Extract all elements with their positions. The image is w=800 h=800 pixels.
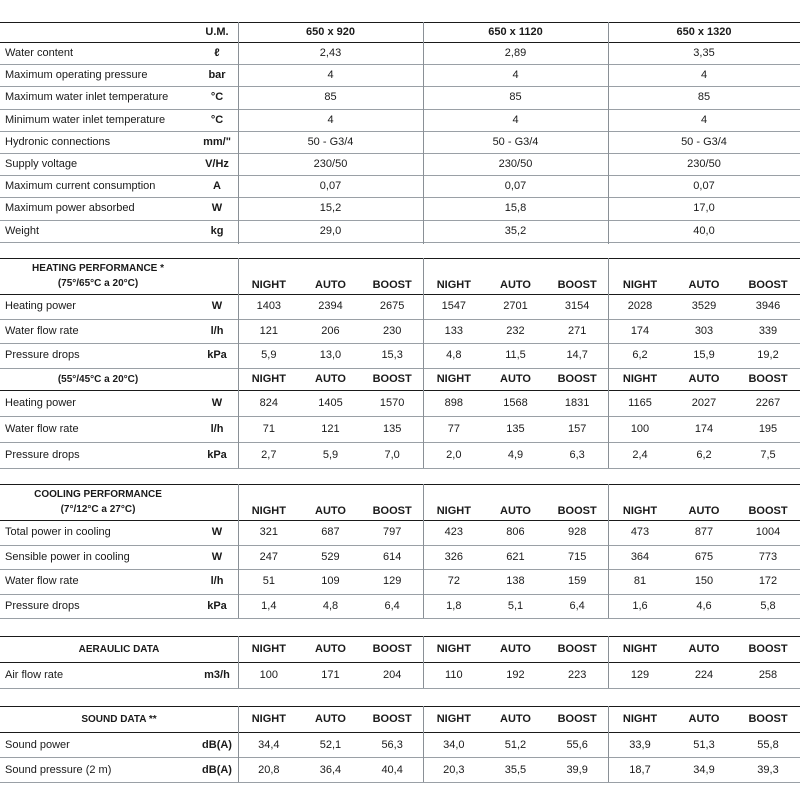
heating-value-cell: 1165 (628, 397, 652, 409)
general-value-cell: 50 - G3/4 (307, 135, 354, 148)
general-row (0, 153, 800, 175)
general-value-cell: 4 (327, 113, 334, 126)
sound-value-cell: 20,3 (443, 763, 465, 776)
heating-mode-header: NIGHT (622, 279, 658, 291)
cooling-value-cell: 806 (506, 526, 525, 539)
heating-row (0, 442, 800, 468)
cooling-value-cell: 159 (567, 575, 587, 588)
aeraulic-mode-header: NIGHT (622, 643, 658, 655)
sound-row-unit: dB(A) (202, 738, 232, 751)
heating-value-cell: 303 (694, 324, 714, 337)
heating-value-cell: 3154 (564, 300, 590, 313)
heating-value-cell: 230 (382, 324, 402, 337)
general-row-label: Maximum power absorbed (5, 202, 135, 215)
heating-value-cell: 6,2 (696, 449, 712, 461)
heating-value-cell: 19,2 (757, 349, 779, 362)
cooling-mode-header: NIGHT (436, 505, 471, 517)
general-row-label: Hydronic connections (5, 135, 111, 148)
general-value-cell: 4 (700, 113, 708, 126)
heating-value-cell: 7,0 (384, 449, 400, 461)
sound-value-cell: 34,4 (258, 738, 280, 751)
heating-value-cell: 1568 (503, 397, 528, 409)
aeraulic-mode-header: AUTO (500, 643, 531, 655)
heating-row (0, 343, 800, 368)
general-value-cell: 15,8 (504, 202, 527, 215)
general-row-unit: W (211, 202, 223, 215)
sound-row (0, 757, 800, 782)
general-row-label: Maximum water inlet temperature (5, 91, 169, 104)
cooling-mode-header: BOOST (372, 505, 412, 517)
cooling-value-cell: 621 (506, 550, 525, 563)
general-value-cell: 50 - G3/4 (681, 135, 727, 148)
sound-row-label: Sound power (5, 738, 70, 751)
cooling-row-unit: W (211, 526, 223, 539)
heating-value-cell: 3529 (691, 300, 717, 313)
general-row-unit: ℓ (214, 47, 220, 60)
sound-mode-header: AUTO (315, 713, 346, 725)
cooling-row-unit: W (211, 550, 223, 563)
cooling-row-label: Sensible power in cooling (5, 550, 130, 563)
cooling-value-cell: 877 (694, 526, 714, 539)
sound-value-cell: 52,1 (319, 738, 342, 751)
general-value-cell: 4 (512, 69, 519, 82)
cooling-value-cell: 321 (259, 526, 278, 539)
sound-value-cell: 34,0 (443, 738, 465, 751)
cooling-value-cell: 5,1 (507, 599, 524, 612)
heating-value-cell: 6,3 (569, 449, 585, 461)
heating-mode-header: NIGHT (436, 373, 471, 385)
heating-value-cell: 135 (382, 423, 402, 435)
heating-mode-header: NIGHT (436, 279, 471, 291)
sound-value-cell: 34,9 (693, 763, 715, 776)
aeraulic-value-cell: 100 (259, 669, 278, 681)
sound-mode-row (0, 706, 800, 732)
heating-row-unit: l/h (210, 324, 224, 337)
cooling-value-cell: 6,4 (384, 599, 400, 612)
heating-value-cell: 133 (444, 324, 463, 337)
cooling-value-cell: 5,8 (760, 599, 776, 612)
heating-mode-header: BOOST (748, 373, 788, 385)
heating-row-unit: W (211, 300, 223, 313)
cooling-row (0, 545, 800, 570)
cooling-value-cell: 1,8 (446, 599, 462, 612)
sound-value-cell: 33,9 (629, 738, 651, 751)
cooling-mode-header: BOOST (748, 505, 788, 517)
general-value-cell: 29,0 (319, 224, 342, 237)
general-value-cell: 4 (512, 113, 519, 126)
cooling-value-cell: 715 (567, 550, 587, 563)
aeraulic-mode-header: BOOST (372, 643, 412, 655)
general-value-cell: 3,35 (693, 47, 715, 60)
heating-value-cell: 232 (506, 324, 525, 337)
general-value-cell: 40,0 (693, 224, 715, 237)
general-row-unit: V/Hz (205, 158, 229, 171)
heating-value-cell: 2,7 (261, 449, 277, 461)
heating-value-cell: 1547 (441, 300, 467, 313)
heating-title: HEATING PERFORMANCE * (31, 263, 165, 274)
heating-value-cell: 5,9 (261, 349, 277, 362)
sound-value-cell: 35,5 (504, 763, 527, 776)
cooling-value-cell: 928 (567, 526, 587, 539)
heating-value-cell: 3946 (755, 300, 781, 313)
sound-value-cell: 51,3 (693, 738, 715, 751)
aeraulic-row (0, 662, 800, 688)
general-value-cell: 2,43 (319, 47, 342, 60)
heating-mode-header: NIGHT (251, 373, 286, 385)
sound-mode-header: NIGHT (436, 713, 471, 725)
aeraulic-row-label: Air flow rate (5, 669, 64, 681)
heating-row (0, 319, 800, 344)
cooling-condition: (7°/12°C a 27°C) (60, 504, 136, 515)
general-row-label: Supply voltage (5, 158, 78, 171)
heating-value-cell: 271 (567, 324, 587, 337)
sound-mode-header: NIGHT (622, 713, 658, 725)
heating-row-label: Water flow rate (5, 423, 79, 435)
general-row (0, 109, 800, 131)
cooling-value-cell: 129 (382, 575, 402, 588)
heating-value-cell: 339 (758, 324, 778, 337)
general-value-cell: 85 (324, 91, 337, 104)
heating-value-cell: 2394 (318, 300, 343, 313)
model-header-3: 650 x 1320 (676, 26, 732, 38)
heating-value-cell: 14,7 (566, 349, 588, 362)
aeraulic-row-unit: m3/h (204, 669, 230, 681)
aeraulic-value-cell: 224 (694, 669, 714, 681)
aeraulic-value-cell: 223 (567, 669, 587, 681)
general-row-label: Maximum operating pressure (5, 69, 148, 82)
heating-mode-row-2 (0, 368, 800, 390)
cooling-row (0, 594, 800, 619)
heating-value-cell: 195 (758, 423, 778, 435)
sound-row-label: Sound pressure (2 m) (5, 763, 112, 776)
heating-value-cell: 135 (506, 423, 525, 435)
cooling-row (0, 569, 800, 594)
cooling-value-cell: 150 (694, 575, 714, 588)
heating-value-cell: 4,9 (507, 449, 524, 461)
general-row (0, 131, 800, 153)
heating-row-label: Water flow rate (5, 324, 79, 337)
cooling-value-cell: 773 (758, 550, 778, 563)
heating-row (0, 294, 800, 319)
sound-value-cell: 55,8 (757, 738, 779, 751)
heating-mode-row-1 (0, 276, 800, 294)
cooling-value-cell: 675 (694, 550, 714, 563)
heating-value-cell: 1405 (318, 397, 343, 409)
general-value-cell: 50 - G3/4 (492, 135, 539, 148)
heating-value-cell: 121 (321, 423, 340, 435)
general-row (0, 86, 800, 108)
sound-value-cell: 18,7 (629, 763, 651, 776)
general-row-unit: bar (208, 69, 226, 82)
cooling-value-cell: 72 (447, 575, 460, 588)
heating-value-cell: 157 (567, 423, 587, 435)
um-header: U.M. (205, 26, 229, 38)
model-header-1: 650 x 920 (306, 26, 355, 38)
general-row-unit: mm/" (203, 135, 231, 148)
aeraulic-value-cell: 110 (445, 669, 463, 681)
general-row-unit: A (213, 180, 221, 193)
general-value-cell: 0,07 (504, 180, 527, 193)
sound-value-cell: 20,8 (258, 763, 280, 776)
general-value-cell: 230/50 (687, 158, 721, 171)
cooling-value-cell: 687 (321, 526, 340, 539)
heating-condition-1: (75°/65°C a 20°C) (57, 278, 139, 289)
sound-value-cell: 39,9 (566, 763, 588, 776)
heating-value-cell: 1570 (379, 397, 405, 409)
cooling-row-label: Water flow rate (5, 575, 79, 588)
heating-mode-header: BOOST (372, 279, 412, 291)
heating-value-cell: 2,4 (632, 449, 648, 461)
cooling-mode-header: AUTO (688, 505, 720, 517)
heating-row-label: Pressure drops (5, 349, 80, 362)
sound-title: SOUND DATA ** (81, 713, 157, 725)
sound-mode-header: BOOST (748, 713, 788, 725)
cooling-value-cell: 1,4 (261, 599, 277, 612)
heating-row-unit: W (211, 397, 223, 409)
heating-value-cell: 898 (444, 397, 463, 409)
heating-mode-header: AUTO (688, 279, 720, 291)
cooling-value-cell: 6,4 (569, 599, 585, 612)
sound-row-unit: dB(A) (202, 763, 232, 776)
cooling-value-cell: 51 (262, 575, 275, 588)
heating-value-cell: 2267 (755, 397, 781, 409)
heating-value-cell: 2701 (503, 300, 528, 313)
heating-value-cell: 1403 (256, 300, 282, 313)
heating-value-cell: 100 (630, 423, 650, 435)
general-value-cell: 85 (509, 91, 522, 104)
heating-row-unit: kPa (207, 349, 227, 362)
general-row (0, 197, 800, 219)
heating-row-label: Heating power (5, 300, 76, 313)
aeraulic-value-cell: 192 (506, 669, 525, 681)
aeraulic-value-cell: 171 (321, 669, 340, 681)
heating-mode-header: NIGHT (251, 279, 286, 291)
cooling-mode-header: AUTO (500, 505, 531, 517)
aeraulic-mode-row (0, 636, 800, 662)
general-value-cell: 17,0 (693, 202, 715, 215)
heating-mode-header: AUTO (500, 279, 531, 291)
cooling-value-cell: 138 (506, 575, 525, 588)
heating-mode-header: AUTO (315, 373, 346, 385)
general-row-unit: kg (210, 224, 224, 237)
general-row-unit: °C (210, 91, 224, 104)
heating-value-cell: 6,2 (632, 349, 648, 362)
heating-row-label: Pressure drops (5, 449, 80, 461)
general-row-unit: °C (210, 113, 224, 126)
heating-row (0, 416, 800, 442)
general-row (0, 64, 800, 86)
heating-value-cell: 174 (694, 423, 714, 435)
cooling-table (0, 484, 800, 618)
cooling-row-unit: l/h (210, 575, 224, 588)
aeraulic-value-cell: 258 (758, 669, 778, 681)
general-row-label: Water content (5, 47, 74, 60)
heating-row-unit: l/h (210, 423, 224, 435)
heating-value-cell: 71 (262, 423, 275, 435)
general-table (0, 22, 800, 244)
cooling-title: COOLING PERFORMANCE (34, 489, 162, 500)
cooling-value-cell: 172 (758, 575, 778, 588)
heating-mode-header: BOOST (372, 373, 412, 385)
cooling-value-cell: 364 (630, 550, 650, 563)
general-value-cell: 15,2 (319, 202, 342, 215)
sound-mode-header: BOOST (557, 713, 597, 725)
cooling-mode-header: AUTO (315, 505, 346, 517)
heating-value-cell: 206 (321, 324, 340, 337)
heating-mode-header: AUTO (315, 279, 346, 291)
heating-value-cell: 2028 (627, 300, 653, 313)
cooling-value-cell: 326 (444, 550, 463, 563)
heating-mode-header: BOOST (557, 279, 597, 291)
general-value-cell: 0,07 (319, 180, 342, 193)
heating-value-cell: 4,8 (446, 349, 462, 362)
heating-row (0, 390, 800, 416)
aeraulic-title: AERAULIC DATA (78, 643, 160, 655)
heating-mode-header: BOOST (557, 373, 597, 385)
general-value-cell: 230/50 (498, 158, 533, 171)
aeraulic-table (0, 636, 800, 688)
heating-mode-header: AUTO (688, 373, 720, 385)
sound-value-cell: 39,3 (757, 763, 779, 776)
heating-value-cell: 1831 (564, 397, 590, 409)
cooling-value-cell: 247 (259, 550, 278, 563)
general-row-label: Weight (5, 224, 40, 237)
general-header-row (0, 22, 800, 42)
heating-value-cell: 824 (259, 397, 278, 409)
heating-value-cell: 174 (630, 324, 650, 337)
general-row (0, 220, 800, 242)
general-value-cell: 4 (700, 69, 708, 82)
heating-value-cell: 2675 (379, 300, 405, 313)
sound-mode-header: AUTO (688, 713, 720, 725)
sound-value-cell: 36,4 (319, 763, 342, 776)
aeraulic-value-cell: 129 (630, 669, 650, 681)
general-value-cell: 4 (327, 69, 334, 82)
cooling-value-cell: 1,6 (632, 599, 648, 612)
cooling-mode-row (0, 502, 800, 520)
cooling-value-cell: 797 (382, 526, 402, 539)
general-row (0, 42, 800, 64)
cooling-value-cell: 109 (321, 575, 340, 588)
model-header-2: 650 x 1120 (488, 26, 543, 38)
aeraulic-mode-header: NIGHT (251, 643, 286, 655)
heating-row-unit: kPa (207, 449, 227, 461)
heating-value-cell: 77 (447, 423, 460, 435)
general-row-label: Maximum current consumption (5, 180, 156, 193)
cooling-value-cell: 4,6 (696, 599, 712, 612)
cooling-row-unit: kPa (207, 599, 227, 612)
cooling-value-cell: 614 (382, 550, 402, 563)
heating-value-cell: 2,0 (446, 449, 462, 461)
general-row-label: Minimum water inlet temperature (5, 113, 166, 126)
cooling-value-cell: 4,8 (322, 599, 339, 612)
heating-condition-2: (55°/45°C a 20°C) (57, 373, 139, 385)
sound-mode-header: AUTO (500, 713, 531, 725)
cooling-mode-header: NIGHT (622, 505, 658, 517)
general-value-cell: 230/50 (313, 158, 348, 171)
cooling-value-cell: 529 (321, 550, 340, 563)
cooling-row-label: Total power in cooling (5, 526, 111, 539)
heating-table (0, 258, 800, 468)
sound-value-cell: 40,4 (381, 763, 403, 776)
cooling-mode-header: BOOST (557, 505, 597, 517)
aeraulic-mode-header: NIGHT (436, 643, 471, 655)
sound-value-cell: 55,6 (566, 738, 588, 751)
cooling-value-cell: 81 (633, 575, 647, 588)
cooling-value-cell: 423 (444, 526, 463, 539)
sound-value-cell: 56,3 (381, 738, 403, 751)
general-row (0, 175, 800, 197)
sound-row (0, 732, 800, 757)
cooling-row-label: Pressure drops (5, 599, 80, 612)
aeraulic-value-cell: 204 (382, 669, 402, 681)
sound-table (0, 706, 800, 782)
heating-mode-header: AUTO (500, 373, 531, 385)
general-value-cell: 35,2 (504, 224, 527, 237)
sound-value-cell: 51,2 (504, 738, 527, 751)
general-value-cell: 85 (697, 91, 711, 104)
cooling-value-cell: 473 (630, 526, 650, 539)
aeraulic-mode-header: AUTO (315, 643, 346, 655)
heating-value-cell: 5,9 (322, 449, 339, 461)
heating-value-cell: 121 (259, 324, 278, 337)
heating-value-cell: 15,9 (693, 349, 715, 362)
heating-row-label: Heating power (5, 397, 76, 409)
general-value-cell: 0,07 (693, 180, 715, 193)
sound-mode-header: BOOST (372, 713, 412, 725)
cooling-row (0, 520, 800, 545)
aeraulic-mode-header: BOOST (748, 643, 788, 655)
general-value-cell: 2,89 (504, 47, 527, 60)
sound-mode-header: NIGHT (251, 713, 286, 725)
heating-value-cell: 2027 (691, 397, 717, 409)
heating-mode-header: NIGHT (622, 373, 658, 385)
heating-value-cell: 11,5 (505, 349, 526, 362)
aeraulic-mode-header: AUTO (688, 643, 720, 655)
heating-value-cell: 15,3 (381, 349, 403, 362)
aeraulic-mode-header: BOOST (557, 643, 597, 655)
heating-value-cell: 7,5 (760, 449, 776, 461)
heating-mode-header: BOOST (748, 279, 788, 291)
heating-value-cell: 13,0 (319, 349, 342, 362)
cooling-value-cell: 1004 (755, 526, 781, 539)
cooling-mode-header: NIGHT (251, 505, 286, 517)
